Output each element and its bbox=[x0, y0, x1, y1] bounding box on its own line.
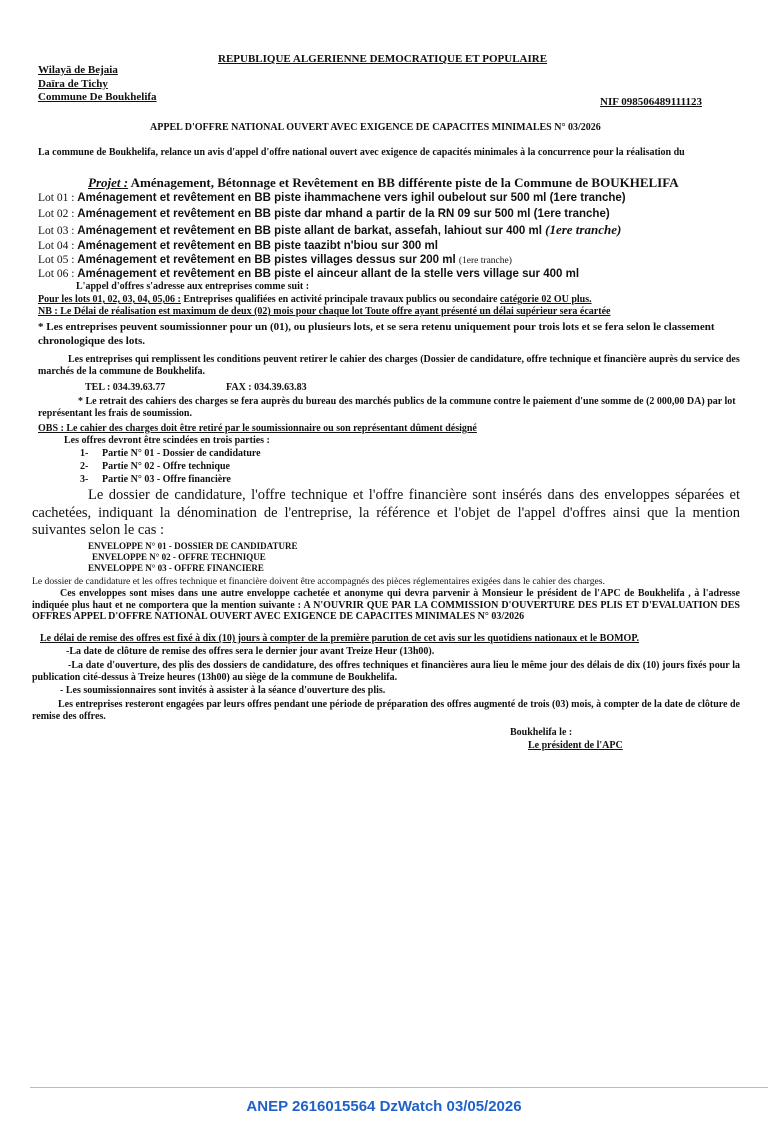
lot-text: Aménagement et revêtement en BB piste allant de barkat, assefah, lahiout sur 400 ml bbox=[77, 225, 546, 237]
partie-text: Partie N° 02 - Offre technique bbox=[102, 461, 230, 472]
mise-text: Ces enveloppes sont mises dans une autre enveloppe cachetée et anonyme qui devra parvenir à Monsieur le président de l'APC de Boukhelifa , à l'adresse indiquée plus haut et ne comportera que la mention suivante : A N'OUVRIR QUE PAR LA COMMISSION D'OUVERTURE DES PLIS ET D'EVALUATION DES OFFRES APPEL D'OFFRE NATIONAL OUVERT AVEC EXIGENCE DE CAPACITES MINIMALES N° 03/2026 bbox=[32, 588, 740, 622]
appel-adresse: L'appel d'offres s'adresse aux entreprises comme suit : bbox=[76, 281, 310, 292]
soumission-text: * Les entreprises peuvent soumissionner pour un (01), ou plusieurs lots, et se sera retenu uniquement pour trois lots et se fera selon le classement chronologique des lots. bbox=[38, 321, 715, 347]
partie-num: 2- bbox=[80, 461, 89, 472]
lot-text: Aménagement et revêtement en BB piste ihammachene vers ighil oubelout sur 500 ml (1ere tranche) bbox=[77, 192, 626, 204]
intro-text: La commune de Boukhelifa, relance un avis d'appel d'offre national ouvert avec exigence de capacités minimales à la concurrence pour la réalisation du bbox=[38, 147, 685, 158]
partie-item bbox=[80, 448, 261, 459]
lot-code: Lot 06 : bbox=[38, 268, 78, 280]
ouverture-text: -La date d'ouverture, des plis des dossiers de candidature, des offres techniques et financières aura lieu le même jour des délais de dix (10) jours fixés pour la publication cité-dessus à Treize heures (13h00) au siège de la commune de Boukhelifa. bbox=[32, 660, 740, 683]
partie-text: Partie N° 01 - Dossier de candidature bbox=[102, 448, 261, 459]
engagement-text: Les entreprises resteront engagées par leurs offres pendant une période de préparation des offres augmenté de trois (03) mois, à compter de la date de clôture de remise des offres. bbox=[32, 699, 740, 722]
project-line bbox=[88, 175, 679, 191]
lot-code: Lot 04 : bbox=[38, 240, 78, 252]
delai-text: Le délai de remise des offres est fixé à dix (10) jours à compter de la première parution de cet avis sur les quotidiens nationaux et le BOMOP. bbox=[40, 633, 640, 644]
lots-conditions-label: Pour les lots 01, 02, 03, 04, 05,06 : bbox=[38, 294, 181, 305]
invites-text: - Les soumissionnaires sont invités à assister à la séance d'ouverture des plis. bbox=[60, 685, 386, 696]
lot-text: Aménagement et revêtement en BB piste el ainceur allant de la stelle vers village sur 400 ml bbox=[77, 268, 580, 280]
signature-president: Le président de l'APC bbox=[528, 740, 623, 751]
lot-item bbox=[38, 222, 621, 238]
lots-conditions-category: catégorie 02 OU plus. bbox=[499, 294, 592, 305]
footer-source: ANEP 2616015564 DzWatch 03/05/2026 bbox=[246, 1098, 522, 1115]
enveloppes-text: Le dossier de candidature, l'offre technique et l'offre financière sont insérés dans des enveloppes séparées et cachetées, indiquant la dénomination de l'entreprise, la référence et l'objet de l'appel d'offres ainsi que la mention suivantes selon le cas : bbox=[32, 487, 740, 538]
lot-item bbox=[38, 206, 610, 221]
fax-number: FAX : 034.39.63.83 bbox=[226, 382, 307, 393]
lot-text: Aménagement et revêtement en BB pistes villages dessus sur 200 ml bbox=[77, 254, 459, 266]
partie-text: Partie N° 03 - Offre financière bbox=[102, 474, 231, 485]
signature-place: Boukhelifa le : bbox=[510, 727, 573, 738]
partie-num: 3- bbox=[80, 474, 89, 485]
wilaya-label: Wilayā de Bejaia bbox=[38, 64, 118, 76]
lot-code: Lot 05 : bbox=[38, 254, 78, 266]
tel-number: TEL : 034.39.63.77 bbox=[85, 382, 166, 393]
lots-conditions-text: Entreprises qualifiées en activité principale travaux publics ou secondaire bbox=[180, 294, 500, 305]
lot-item bbox=[38, 252, 512, 267]
lot-extra: (1ere tranche) bbox=[545, 222, 622, 237]
lots-conditions bbox=[38, 294, 592, 305]
lot-item bbox=[38, 238, 438, 253]
lot-code: Lot 03 : bbox=[38, 225, 78, 237]
cloture-text: -La date de clôture de remise des offres sera le dernier jour avant Treize Heur (13h00). bbox=[66, 646, 435, 657]
enveloppe-item: ENVELOPPE N° 03 - OFFRE FINANCIERE bbox=[88, 563, 264, 573]
project-label: Projet : bbox=[88, 175, 129, 190]
partie-item bbox=[80, 461, 230, 472]
lot-text: Aménagement et revêtement en BB piste dar mhand a partir de la RN 09 sur 500 ml (1ere tranche) bbox=[77, 208, 610, 220]
lot-item bbox=[38, 266, 579, 281]
lot-text: Aménagement et revêtement en BB piste taazibt n'biou sur 300 ml bbox=[77, 240, 438, 252]
lot-extra: (1ere tranche) bbox=[458, 256, 512, 266]
parties-intro: Les offres devront être scindées en trois parties : bbox=[64, 435, 270, 446]
obs-note: OBS : Le cahier des charges doit être retiré par le soumissionnaire ou son représentant dûment désigné bbox=[38, 423, 477, 434]
tender-title: APPEL D'OFFRE NATIONAL OUVERT AVEC EXIGENCE DE CAPACITES MINIMALES N° 03/2026 bbox=[150, 122, 601, 133]
partie-item bbox=[80, 474, 231, 485]
pieces-text: Le dossier de candidature et les offres technique et financière doivent être accompagnés des pièces réglementaires exigées dans le cahier des charges. bbox=[32, 576, 605, 587]
lot-code: Lot 02 : bbox=[38, 208, 78, 220]
retrait-text: Les entreprises qui remplissent les conditions peuvent retirer le cahier des charges (Dossier de candidature, offre technique et financière auprès du service des marchés de la commune de Boukhelifa. bbox=[38, 354, 740, 377]
paiement-text: * Le retrait des cahiers des charges se fera auprès du bureau des marchés publics de la commune contre le paiement d'une somme de (2 000,00 DA) par lot représentant les frais de soumission. bbox=[38, 396, 736, 419]
footer-divider bbox=[30, 1087, 768, 1088]
partie-num: 1- bbox=[80, 448, 89, 459]
project-text: Aménagement, Bétonnage et Revêtement en BB différente piste de la Commune de BOUKHELIFA bbox=[128, 175, 679, 190]
lot-code: Lot 01 : bbox=[38, 192, 78, 204]
daira-label: Daïra de Tichy bbox=[38, 78, 108, 90]
enveloppe-item: ENVELOPPE N° 02 - OFFRE TECHNIQUE bbox=[92, 552, 266, 562]
commune-label: Commune De Boukhelifa bbox=[38, 91, 157, 103]
nb-note: NB : Le Délai de réalisation est maximum de deux (02) mois pour chaque lot Toute offre ayant présenté un délai supérieur sera écartée bbox=[38, 306, 611, 317]
enveloppe-item: ENVELOPPE N° 01 - DOSSIER DE CANDIDATURE bbox=[88, 541, 298, 551]
lot-item bbox=[38, 190, 626, 205]
republic-heading: REPUBLIQUE ALGERIENNE DEMOCRATIQUE ET POPULAIRE bbox=[218, 53, 548, 65]
nif-label: NIF 098506489111123 bbox=[600, 96, 702, 108]
